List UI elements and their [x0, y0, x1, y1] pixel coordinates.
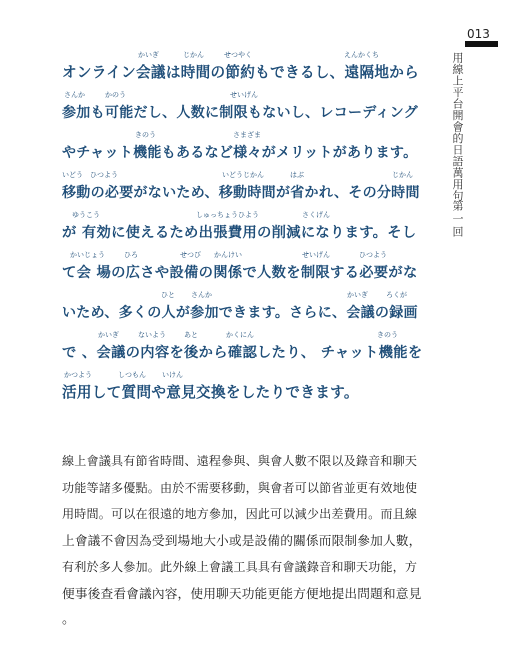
- page-number: 013: [467, 27, 490, 41]
- chinese-translation: [62, 448, 422, 634]
- japanese-line: 活用して質問や意見交換をしたりできます。: [62, 384, 359, 401]
- chinese-line: 。: [62, 612, 76, 627]
- furigana: せつやく: [224, 51, 252, 59]
- furigana: かいぎ: [138, 51, 159, 59]
- furigana: ないよう: [138, 331, 166, 339]
- book-title: 用線上平台開會的日語萬用句: [451, 52, 464, 202]
- ruby-row: [62, 90, 422, 101]
- chinese-line: 功能等諸多優點。由於不需要移動，與會者可以節省並更有效地使: [62, 480, 418, 495]
- furigana: ろくが: [386, 291, 407, 299]
- ruby-row: [62, 290, 422, 301]
- japanese-line: で 、会議の内容を後から確認したり、 チャット機能を: [62, 345, 423, 361]
- furigana: ひろ: [124, 251, 138, 259]
- japanese-line: やチャット機能もあるなど様々がメリットがあります。: [62, 145, 418, 161]
- furigana: せつび: [180, 251, 201, 259]
- furigana: ひつよう: [359, 251, 387, 259]
- furigana: いけん: [162, 371, 183, 379]
- furigana: ひと: [161, 291, 175, 299]
- japanese-line: 参加も可能だし、人数に制限もないし、レコーディング: [62, 105, 419, 121]
- ruby-row: [62, 330, 422, 341]
- japanese-passage: [62, 50, 422, 410]
- furigana: せいげん: [230, 91, 258, 99]
- furigana: かつよう: [64, 371, 92, 379]
- furigana: かくにん: [226, 331, 254, 339]
- furigana: しゅっちょうひよう: [196, 211, 259, 219]
- furigana: ひつよう: [90, 171, 118, 179]
- japanese-line: 移動の必要がないため、移動時間が省かれ、その分時間: [62, 185, 420, 201]
- furigana: いどうじかん: [222, 171, 264, 179]
- furigana: しつもん: [118, 371, 146, 379]
- japanese-line: オンライン会議は時間の節約もできるし、遠隔地から: [62, 64, 420, 81]
- furigana: きのう: [377, 331, 398, 339]
- ruby-row: [62, 50, 422, 61]
- ruby-row: [62, 250, 422, 261]
- furigana: かいぎ: [98, 331, 119, 339]
- furigana: せいげん: [302, 251, 330, 259]
- chinese-line: 用時間。可以在很遠的地方參加，因此可以減少出差費用。而且線: [62, 507, 418, 521]
- chinese-line: 上會議不會因為受到場地大小或是設備的關係而限制參加人數，: [62, 532, 422, 548]
- furigana: かんけい: [214, 251, 242, 259]
- chinese-line: 線上會議具有節省時間、遠程參與、與會人數不限以及錄音和聊天: [62, 454, 418, 468]
- japanese-line: て会 場の広さや設備の関係で人数を制限する必要がな: [62, 265, 418, 281]
- page-number-bar: [465, 41, 498, 47]
- furigana: いどう: [62, 171, 83, 179]
- ruby-row: [62, 370, 422, 381]
- furigana: さんか: [64, 91, 85, 99]
- furigana: はぶ: [290, 171, 304, 179]
- japanese-line: が 有効に使えるため出張費用の削減になります。そし: [62, 225, 417, 241]
- furigana: あと: [184, 331, 198, 339]
- furigana: きのう: [135, 131, 156, 139]
- furigana: さんか: [191, 291, 212, 299]
- chapter-label: 第一回: [451, 200, 464, 239]
- furigana: じかん: [183, 51, 204, 59]
- chinese-line: 有利於多人參加。此外線上會議工具具有會議錄音和聊天功能，方: [62, 560, 418, 574]
- furigana: かのう: [105, 91, 126, 99]
- furigana: かいぎ: [347, 291, 368, 299]
- chinese-line: 便事後查看會議內容，使用聊天功能更能方便地提出問題和意見: [62, 585, 422, 601]
- japanese-line: いため、多くの人が参加できます。さらに、会議の録画: [62, 305, 418, 321]
- ruby-row: [62, 210, 422, 221]
- furigana: えんかくち: [344, 51, 379, 59]
- furigana: ゆうこう: [72, 211, 100, 219]
- ruby-row: [62, 130, 422, 141]
- furigana: じかん: [392, 171, 413, 179]
- ruby-row: [62, 170, 422, 181]
- furigana: さまざま: [233, 131, 261, 139]
- furigana: かいじょう: [70, 251, 105, 259]
- furigana: さくげん: [302, 211, 330, 219]
